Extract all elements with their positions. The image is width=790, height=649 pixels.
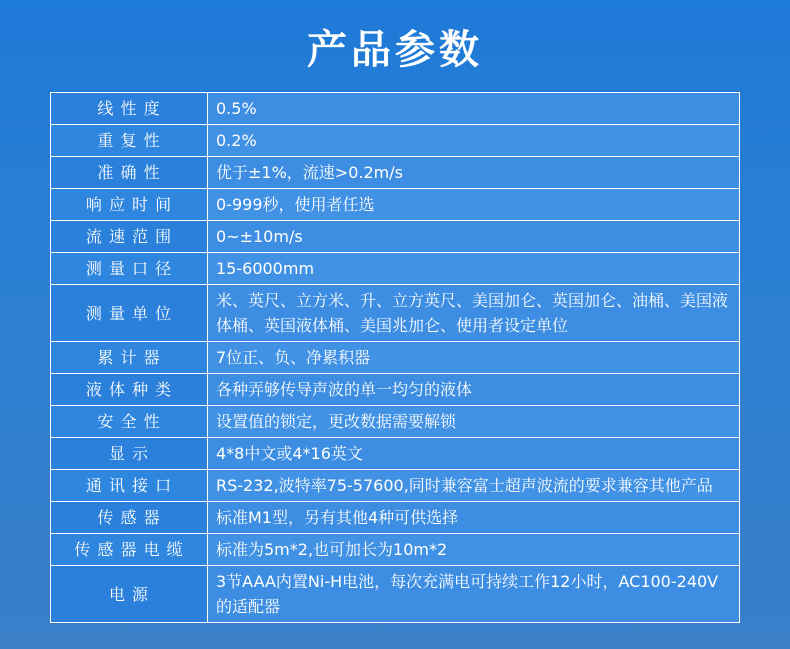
table-row xyxy=(51,438,740,470)
page-title: 产品参数 xyxy=(307,26,483,73)
spec-label: 安 全 性 xyxy=(51,406,208,438)
spec-label: 累 计 器 xyxy=(51,342,208,374)
table-row xyxy=(51,253,740,285)
spec-label: 流 速 范 围 xyxy=(51,221,208,253)
table-row xyxy=(51,566,740,623)
spec-value: 0.2% xyxy=(208,125,740,157)
spec-value: 标准M1型，另有其他4种可供选择 xyxy=(208,502,740,534)
table-row xyxy=(51,125,740,157)
table-row xyxy=(51,470,740,502)
spec-value: 0~±10m/s xyxy=(208,221,740,253)
spec-value: 各种弄够传导声波的单一均匀的液体 xyxy=(208,374,740,406)
spec-label: 重 复 性 xyxy=(51,125,208,157)
spec-label: 传 感 器 xyxy=(51,502,208,534)
spec-value: 3节AAA内置Ni-H电池，每次充满电可持续工作12小时，AC100-240V的适配器 xyxy=(208,566,740,623)
spec-value: 米、英尺、立方米、升、立方英尺、美国加仑、英国加仑、油桶、美国液体桶、英国液体桶、美国兆加仑、使用者设定单位 xyxy=(208,285,740,342)
table-row xyxy=(51,285,740,342)
spec-label: 准 确 性 xyxy=(51,157,208,189)
spec-table-body xyxy=(51,93,740,623)
spec-value: 15-6000mm xyxy=(208,253,740,285)
spec-label: 响 应 时 间 xyxy=(51,189,208,221)
table-row xyxy=(51,502,740,534)
spec-value: 优于±1%，流速>0.2m/s xyxy=(208,157,740,189)
spec-value: 7位正、负、净累积器 xyxy=(208,342,740,374)
spec-value: 0.5% xyxy=(208,93,740,125)
spec-value: 设置值的锁定，更改数据需要解锁 xyxy=(208,406,740,438)
table-row xyxy=(51,189,740,221)
table-row xyxy=(51,157,740,189)
page-header xyxy=(0,0,790,92)
spec-label: 线 性 度 xyxy=(51,93,208,125)
table-row xyxy=(51,93,740,125)
spec-value: 0-999秒，使用者任选 xyxy=(208,189,740,221)
spec-value: 4*8中文或4*16英文 xyxy=(208,438,740,470)
spec-label: 电 源 xyxy=(51,566,208,623)
table-row xyxy=(51,406,740,438)
spec-label: 传 感 器 电 缆 xyxy=(51,534,208,566)
table-row xyxy=(51,342,740,374)
spec-table xyxy=(50,92,740,623)
spec-value: 标准为5m*2,也可加长为10m*2 xyxy=(208,534,740,566)
table-row xyxy=(51,534,740,566)
spec-label: 显 示 xyxy=(51,438,208,470)
spec-label: 测 量 口 径 xyxy=(51,253,208,285)
spec-label: 测 量 单 位 xyxy=(51,285,208,342)
spec-table-container xyxy=(0,92,790,623)
table-row xyxy=(51,374,740,406)
spec-label: 液 体 种 类 xyxy=(51,374,208,406)
spec-value: RS-232,波特率75-57600,同时兼容富士超声波流的要求兼容其他产品 xyxy=(208,470,740,502)
spec-label: 通 讯 接 口 xyxy=(51,470,208,502)
table-row xyxy=(51,221,740,253)
